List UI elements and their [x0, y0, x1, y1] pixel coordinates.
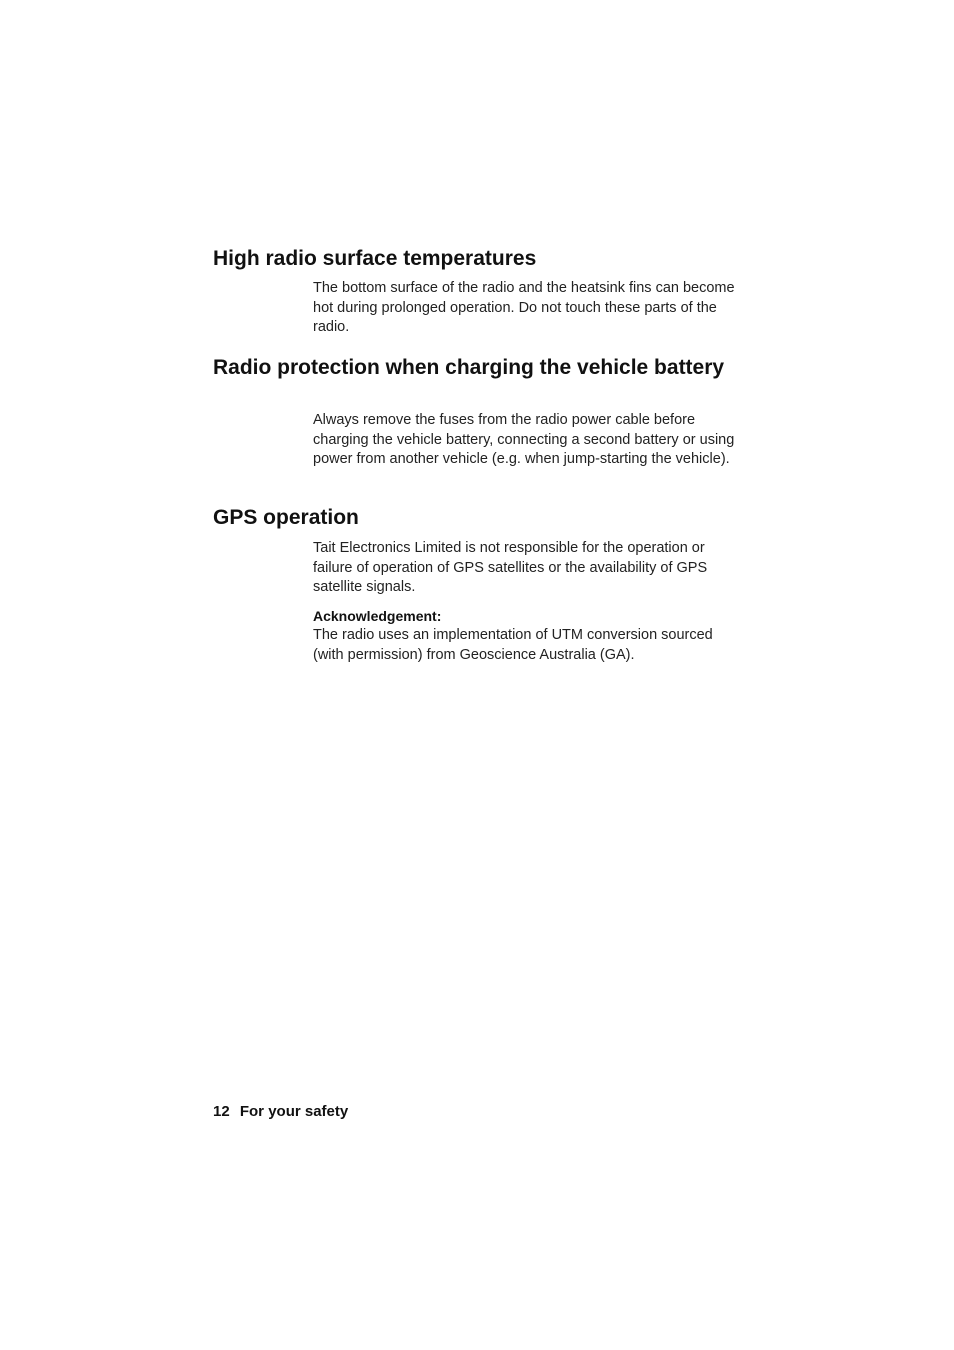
page-footer: [213, 1102, 348, 1122]
section-heading-surface-temperatures: High radio surface temperatures: [213, 247, 537, 270]
page-number: 12: [213, 1103, 230, 1120]
section-body-charging-protection: Always remove the fuses from the radio power cable before charging the vehicle battery, connecting a second battery or using power from another vehicle (e.g. when jump-starting the vehicle).: [313, 412, 735, 467]
section-body-gps-operation: Tait Electronics Limited is not responsible for the operation or failure of operation of GPS satellites or the availability of GPS satellite signals.: [313, 540, 708, 595]
section-heading-charging-protection: Radio protection when charging the vehicle battery: [213, 356, 725, 379]
section-body-surface-temperatures: The bottom surface of the radio and the heatsink fins can become hot during prolonged operation. Do not touch these parts of the radio.: [313, 280, 735, 335]
acknowledgement-title: Acknowledgement:: [313, 608, 442, 624]
acknowledgement-body: The radio uses an implementation of UTM conversion sourced (with permission) from Geoscience Australia (GA).: [313, 627, 713, 663]
footer-section-title: For your safety: [239, 1103, 349, 1120]
section-heading-gps-operation: GPS operation: [213, 506, 359, 529]
